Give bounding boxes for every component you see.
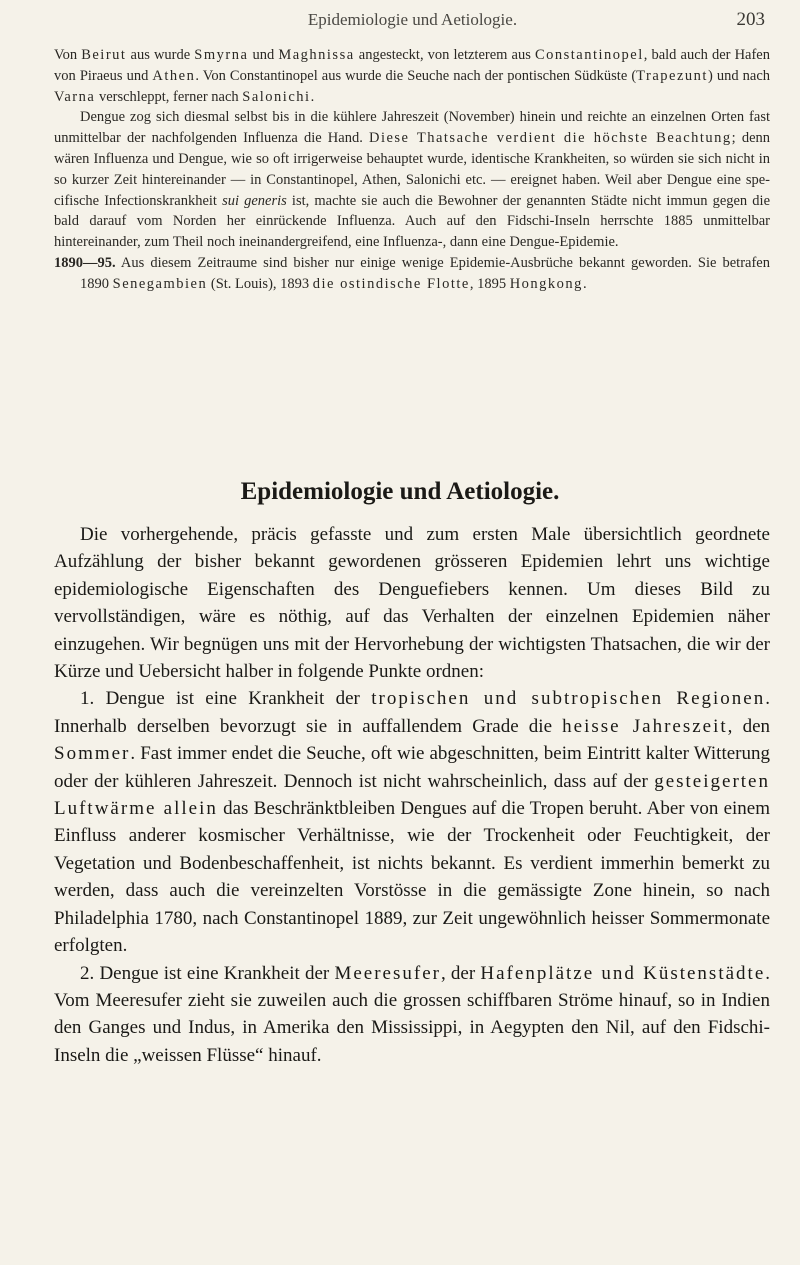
running-head	[60, 10, 765, 36]
point-1-paragraph: 1. Dengue ist eine Krankheit der tropischen und subtropischen Regionen. Innerhalb derselben bevorzugt sie in auffallendem Grade die heisse Jahreszeit, den Sommer. Fast immer endet die Seuche, oft wie abgeschnitten, beim Eintritt kalter Witterung oder der kühleren Jahreszeit. Dennoch ist nicht wahrscheinlich, dass auf der gesteigerten Luftwärme allein das Beschränktbleiben Dengues auf die Tropen beruht. Aber von einem Einfluss anderer kosmischer Verhältnisse, wie der Trockenheit oder Feuchtigkeit, der Vegetation und Bodenbeschaffenheit, ist nichts bekannt. Es verdient immerhin bemerkt zu werden, dass auch die vereinzelten Vorstösse in die gemässigte Zone hinein, so nach Philadelphia 1780, nach Constantinopel 1889, zur Zeit ungewöhnlich heisser Sommermonate erfolgten.	[54, 688, 771, 957]
section-body	[54, 521, 770, 1069]
place-maghnissa: Maghnissa	[278, 47, 355, 63]
place-flotte: die ostindische Flotte	[312, 275, 470, 292]
emphasis-sommer: Sommer	[54, 743, 131, 765]
place-senegambien: Senegambien	[112, 275, 208, 292]
place-athen: Athen	[152, 67, 196, 84]
emphasis-jahreszeit: heisse Jahreszeit	[562, 715, 728, 737]
history-paragraph-3: 1890—95. Aus diesem Zeitraume sind bisher nur einige wenige Epidemie-Ausbrüche bekannt geworden. Sie betrafen 1890 Senegambien (St. Louis), 1893 die ostindische Flotte, 1895 Hongkong.	[54, 254, 770, 292]
place-beirut: Beirut	[81, 47, 127, 63]
emphasis-regionen: tropischen und subtropischen Regionen	[371, 688, 766, 710]
place-trapezunt: Trapezunt	[636, 67, 708, 84]
section-heading: Epidemiologie und Aetiologie.	[240, 478, 560, 505]
place-hongkong: Hongkong	[509, 275, 583, 292]
emphasis-thatsache: Diese Thatsache verdient die höchste Beachtung	[368, 130, 732, 147]
period-label: 1890—95.	[54, 254, 116, 271]
place-constantinopel: Constantinopel	[534, 47, 644, 63]
history-text	[54, 45, 770, 295]
latin-term: sui generis	[222, 192, 287, 209]
history-paragraph-2: Dengue zog sich diesmal selbst bis in die kühlere Jahreszeit (November) hinein und reichte an einzelnen Orten fast unmittelbar der nachfolgenden Influenza die Hand. Diese Thatsache verdient die höchste Beachtung; denn wären Influenza und Dengue, wie so oft irrigerweise behauptet wurde, identische Krankheiten, so würden sie sich nicht in so kurzer Zeit hintereinander — in Constantinopel, Athen, Salonichi etc. — ereignet haben. Weil aber Dengue eine specifische Infectionskrankheit sui generis ist, machte sie auch die Bewohner der genannten Städte nicht immun gegen die bald darauf vom Norden her einrückende Influenza. Auch auf den Fidschi-Inseln herrschte 1885 unmittelbar hintereinander, zum Theil noch ineinandergreifend, eine Influenza-, dann eine Dengue-Epidemie.	[54, 109, 771, 251]
running-title: Epidemiologie und Aetiologie.	[307, 10, 518, 29]
emphasis-luftwaerme: gesteigerten Luftwärme allein	[54, 770, 770, 820]
place-varna: Varna	[54, 88, 96, 105]
place-salonichi: Salonichi	[242, 88, 311, 105]
point-2-paragraph: 2. Dengue ist eine Krankheit der Meeresufer, der Hafenplätze und Küstenstädte. Vom Meeresufer zieht sie zuweilen auch die grossen schiffbaren Ströme hinauf, so in Indien den Ganges und Indus, in Amerika den Mississippi, in Aegypten den Nil, auf den Fidschi-Inseln die „weissen Flüsse“ hinauf.	[54, 962, 770, 1066]
emphasis-meeresufer: Meeresufer	[334, 962, 441, 984]
page-number: 203	[736, 9, 765, 30]
place-smyrna: Smyrna	[194, 47, 249, 63]
history-paragraph-1: Von Beirut aus wurde Smyrna und Maghnissa angesteckt, von letzterem aus Constantinopel, bald auch der Hafen von Piraeus und Athen. Von Constantinopel aus wurde die Seuche nach der pontischen Südküste (Trapezunt) und nach Varna verschleppt, ferner nach Salonichi.	[54, 47, 771, 105]
intro-paragraph: Die vorhergehende, präcis gefasste und zum ersten Male übersichtlich geordnete Aufzählung der bisher bekannt gewordenen grösseren Epidemien lehrt uns wichtige epidemiologische Eigenschaften des Denguefiebers kennen. Um dieses Bild zu vervollständigen, wäre es nöthig, auf das Verhalten der einzelnen Epidemien näher einzugehen. Wir begnügen uns mit der Hervorhebung der wichtigsten Thatsachen, die wir der Kürze und Uebersicht halber in folgende Punkte ordnen:	[54, 524, 770, 683]
emphasis-hafenplaetze: Hafenplätze und Küstenstädte	[480, 962, 766, 984]
